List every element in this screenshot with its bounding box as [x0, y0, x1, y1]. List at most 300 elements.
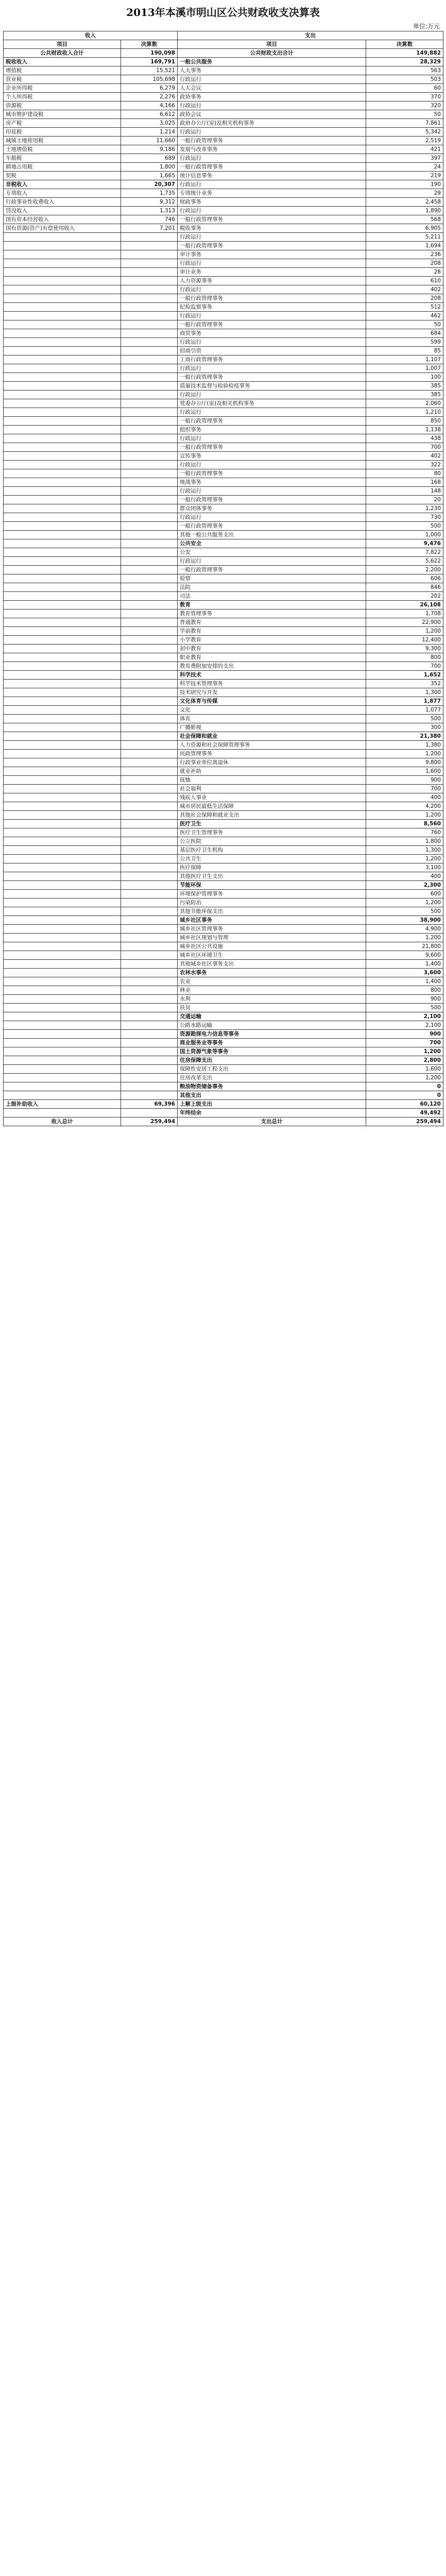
expense-item-value: 8,560: [366, 820, 443, 828]
table-row: [4, 942, 443, 951]
empty-cell: [121, 583, 178, 592]
empty-cell: [4, 259, 121, 268]
empty-cell: [4, 399, 121, 408]
empty-cell: [121, 951, 178, 960]
empty-cell: [121, 417, 178, 426]
total-income-value: 259,494: [121, 1117, 178, 1126]
total-expense-value: 259,494: [366, 1117, 443, 1126]
empty-cell: [4, 513, 121, 522]
empty-cell: [121, 890, 178, 899]
empty-cell: [121, 636, 178, 645]
income-item-value: 11,660: [121, 137, 178, 145]
expense-item-value: 700: [366, 785, 443, 793]
empty-cell: [4, 531, 121, 539]
expense-item-label: 科学技术: [178, 671, 366, 680]
expense-item-label: 行政运行: [178, 513, 366, 522]
expense-item-value: 2,100: [366, 1021, 443, 1030]
expense-item-label: 医疗保障: [178, 863, 366, 872]
empty-cell: [4, 452, 121, 461]
table-row: [4, 785, 443, 793]
table-row: [4, 776, 443, 785]
expense-item-label: 一般行政管理事务: [178, 417, 366, 426]
table-row: [4, 837, 443, 846]
income-item-label: 城市维护建设税: [4, 110, 121, 119]
empty-cell: [121, 811, 178, 820]
table-row: [4, 84, 443, 93]
empty-cell: [4, 811, 121, 820]
expense-item-value: 400: [366, 872, 443, 881]
income-item-value: 689: [121, 154, 178, 163]
expense-item-label: 行政运行: [178, 233, 366, 242]
empty-cell: [4, 863, 121, 872]
empty-cell: [121, 312, 178, 320]
empty-cell: [121, 662, 178, 671]
expense-item-value: 2,060: [366, 399, 443, 408]
expense-item-label: 政协事务: [178, 93, 366, 101]
empty-cell: [121, 776, 178, 785]
expense-item-value: 149,882: [366, 49, 443, 58]
empty-cell: [121, 802, 178, 811]
income-item-value: 1,313: [121, 207, 178, 215]
expense-item-value: 1,077: [366, 706, 443, 715]
empty-cell: [121, 320, 178, 329]
expense-item-label: 扶贫: [178, 1004, 366, 1012]
empty-cell: [121, 925, 178, 934]
income-item-label: 个人所得税: [4, 93, 121, 101]
empty-cell: [4, 592, 121, 601]
table-row: [4, 101, 443, 110]
expense-item-label: 一般行政管理事务: [178, 215, 366, 224]
empty-cell: [4, 557, 121, 566]
expense-item-value: 6,905: [366, 224, 443, 233]
empty-cell: [4, 408, 121, 417]
income-item-label: 国有资源(资产)有偿使用收入: [4, 224, 121, 233]
table-row: [4, 66, 443, 75]
table-row: [4, 1065, 443, 1074]
table-row: [4, 706, 443, 715]
expense-item-value: 760: [366, 828, 443, 837]
empty-cell: [4, 925, 121, 934]
empty-cell: [4, 907, 121, 916]
expense-item-value: 29: [366, 189, 443, 198]
table-row: [4, 382, 443, 391]
empty-cell: [4, 1030, 121, 1039]
empty-cell: [121, 741, 178, 750]
empty-cell: [121, 1021, 178, 1030]
expense-item-label: 水利: [178, 995, 366, 1004]
empty-cell: [4, 1091, 121, 1100]
expense-item-label: 政府办公厅(室)及相关机构事务: [178, 119, 366, 128]
expense-item-value: 900: [366, 776, 443, 785]
empty-cell: [4, 355, 121, 364]
table-row: [4, 469, 443, 478]
expense-item-label: 人力资源和社会保障管理事务: [178, 741, 366, 750]
expense-item-value: 684: [366, 329, 443, 338]
expense-item-value: 12,400: [366, 636, 443, 645]
table-row: [4, 723, 443, 732]
table-row: [4, 250, 443, 259]
empty-cell: [4, 250, 121, 259]
expense-item-label: 一般行政管理事务: [178, 163, 366, 172]
table-row: [4, 583, 443, 592]
empty-cell: [4, 566, 121, 574]
balance-label: 年终结余: [178, 1109, 366, 1117]
expense-item-label: 农业: [178, 977, 366, 986]
expense-item-label: 行政运行: [178, 180, 366, 189]
total-expense-label: 支出总计: [178, 1117, 366, 1126]
empty-cell: [4, 548, 121, 557]
empty-cell: [4, 741, 121, 750]
table-row: [4, 863, 443, 872]
expense-item-value: 2,519: [366, 137, 443, 145]
table-row: [4, 899, 443, 907]
expense-item-value: 438: [366, 434, 443, 443]
table-row: [4, 1039, 443, 1047]
income-group-header: 收入: [4, 31, 178, 40]
expense-amount-header: 决算数: [366, 40, 443, 49]
expense-item-value: 503: [366, 75, 443, 84]
table-row: [4, 645, 443, 653]
table-row: [4, 627, 443, 636]
empty-cell: [121, 872, 178, 881]
expense-item-label: 党委办公厅(室)及相关机构事务: [178, 399, 366, 408]
expense-item-value: 9,300: [366, 645, 443, 653]
expense-item-value: 85: [366, 347, 443, 355]
expense-item-label: 群众团体事务: [178, 504, 366, 513]
table-row: [4, 303, 443, 312]
expense-item-value: 219: [366, 172, 443, 180]
expense-item-label: 纪检监察事务: [178, 303, 366, 312]
table-row: [4, 758, 443, 767]
table-row: [4, 163, 443, 172]
empty-cell: [4, 820, 121, 828]
table-row: [4, 548, 443, 557]
empty-cell: [121, 960, 178, 969]
table-row: [4, 145, 443, 154]
table-row: [4, 653, 443, 662]
empty-cell: [4, 627, 121, 636]
expense-item-label: 粮油物资储备事务: [178, 1082, 366, 1091]
expense-item-value: 5,342: [366, 128, 443, 137]
income-item-value: 3,025: [121, 119, 178, 128]
expense-item-value: 563: [366, 66, 443, 75]
expense-item-value: 385: [366, 382, 443, 391]
expense-item-value: 21,800: [366, 942, 443, 951]
expense-item-label: 一般行政管理事务: [178, 566, 366, 574]
table-row: [4, 198, 443, 207]
empty-cell: [121, 680, 178, 688]
expense-item-value: 9,800: [366, 758, 443, 767]
expense-item-value: 26,108: [366, 601, 443, 609]
expense-item-label: 环境保护管理事务: [178, 890, 366, 899]
empty-cell: [121, 1039, 178, 1047]
expense-item-value: 512: [366, 303, 443, 312]
empty-cell: [121, 391, 178, 399]
empty-cell: [121, 408, 178, 417]
empty-cell: [121, 942, 178, 951]
empty-cell: [4, 443, 121, 452]
table-row: [4, 697, 443, 706]
expense-item-label: 行政运行: [178, 259, 366, 268]
table-row: [4, 224, 443, 233]
empty-cell: [4, 960, 121, 969]
empty-cell: [4, 504, 121, 513]
expense-item-value: 168: [366, 478, 443, 487]
table-row: [4, 671, 443, 680]
empty-cell: [121, 592, 178, 601]
empty-cell: [121, 785, 178, 793]
empty-cell: [4, 1074, 121, 1082]
expense-item-label: 招商引资: [178, 347, 366, 355]
expense-item-value: 1,138: [366, 426, 443, 434]
empty-cell: [121, 837, 178, 846]
income-item-value: 9,186: [121, 145, 178, 154]
expense-item-value: 1,694: [366, 242, 443, 250]
empty-cell: [4, 934, 121, 942]
empty-cell: [4, 636, 121, 645]
empty-cell: [4, 583, 121, 592]
expense-item-value: 402: [366, 452, 443, 461]
expense-item-label: 残疾人事业: [178, 793, 366, 802]
table-row: [4, 1004, 443, 1012]
table-row: [4, 855, 443, 863]
empty-cell: [121, 268, 178, 277]
expense-item-label: 教育费附加安排的支出: [178, 662, 366, 671]
table-row: [4, 154, 443, 163]
empty-cell: [121, 627, 178, 636]
expense-item-label: 公安: [178, 548, 366, 557]
expense-item-label: 行政运行: [178, 75, 366, 84]
empty-cell: [121, 1030, 178, 1039]
table-row: [4, 58, 443, 66]
expense-item-value: 2,200: [366, 566, 443, 574]
transfer-out-value: 60,120: [366, 1100, 443, 1109]
expense-item-value: 370: [366, 93, 443, 101]
income-item-value: 1,214: [121, 128, 178, 137]
table-row: [4, 1100, 443, 1109]
empty-cell: [4, 653, 121, 662]
table-row: [4, 688, 443, 697]
empty-cell: [121, 566, 178, 574]
expense-item-label: 公立医院: [178, 837, 366, 846]
income-item-value: 1,735: [121, 189, 178, 198]
empty-cell: [4, 417, 121, 426]
empty-cell: [4, 750, 121, 758]
empty-cell: [121, 916, 178, 925]
expense-item-value: 1,708: [366, 609, 443, 618]
expense-item-label: 城市居民最低生活保障: [178, 802, 366, 811]
expense-group-header: 支出: [178, 31, 443, 40]
income-item-value: 15,521: [121, 66, 178, 75]
empty-cell: [4, 373, 121, 382]
empty-cell: [4, 338, 121, 347]
empty-cell: [121, 1047, 178, 1056]
expense-item-value: 610: [366, 277, 443, 285]
income-item-value: 6,279: [121, 84, 178, 93]
table-row: [4, 93, 443, 101]
expense-item-label: 体育: [178, 715, 366, 723]
empty-cell: [4, 312, 121, 320]
empty-cell: [4, 426, 121, 434]
income-item-label: 城镇土地使用税: [4, 137, 121, 145]
empty-cell: [4, 802, 121, 811]
expense-item-value: 568: [366, 215, 443, 224]
empty-cell: [121, 504, 178, 513]
expense-item-value: 1,400: [366, 977, 443, 986]
expense-item-value: 421: [366, 145, 443, 154]
expense-item-value: 1,000: [366, 531, 443, 539]
expense-item-value: 5,622: [366, 557, 443, 566]
empty-cell: [121, 469, 178, 478]
expense-item-label: 文化体育与传媒: [178, 697, 366, 706]
table-row: [4, 434, 443, 443]
expense-item-value: 599: [366, 338, 443, 347]
expense-item-label: 抚恤: [178, 776, 366, 785]
empty-cell: [4, 986, 121, 995]
expense-item-label: 技术研究与开发: [178, 688, 366, 697]
empty-cell: [121, 697, 178, 706]
empty-cell: [121, 434, 178, 443]
table-row: [4, 872, 443, 881]
empty-cell: [121, 513, 178, 522]
empty-cell: [121, 443, 178, 452]
table-row: [4, 1047, 443, 1056]
expense-item-label: 一般行政管理事务: [178, 320, 366, 329]
income-item-value: 105,698: [121, 75, 178, 84]
table-row: [4, 478, 443, 487]
table-row: [4, 767, 443, 776]
empty-cell: [4, 303, 121, 312]
expense-item-label: 社会福利: [178, 785, 366, 793]
empty-cell: [4, 916, 121, 925]
table-row: [4, 119, 443, 128]
income-item-label: 车船税: [4, 154, 121, 163]
expense-item-value: 148: [366, 487, 443, 496]
empty-cell: [4, 522, 121, 531]
empty-cell: [121, 609, 178, 618]
empty-cell: [4, 242, 121, 250]
table-row: [4, 347, 443, 355]
expense-item-value: 0: [366, 1091, 443, 1100]
income-item-label: 企业所得税: [4, 84, 121, 93]
expense-item-label: 其他支出: [178, 1091, 366, 1100]
expense-item-label: 检察: [178, 574, 366, 583]
expense-item-value: 4,200: [366, 802, 443, 811]
empty-cell: [4, 715, 121, 723]
empty-cell: [121, 426, 178, 434]
empty-cell: [121, 399, 178, 408]
expense-item-value: 22,900: [366, 618, 443, 627]
empty-cell: [4, 1056, 121, 1065]
report-title: 2013年本溪市明山区公共财政收支决算表: [126, 6, 320, 19]
empty-cell: [4, 793, 121, 802]
table-row: [4, 426, 443, 434]
table-row: [4, 680, 443, 688]
expense-item-label: 公共卫生: [178, 855, 366, 863]
table-row: [4, 329, 443, 338]
empty-cell: [121, 531, 178, 539]
empty-cell: [4, 285, 121, 294]
empty-cell: [4, 1047, 121, 1056]
table-row: [4, 522, 443, 531]
expense-item-label: 政协会议: [178, 110, 366, 119]
income-item-label: 印花税: [4, 128, 121, 137]
table-row: [4, 391, 443, 399]
income-item-value: 1,665: [121, 172, 178, 180]
expense-item-label: 一般行政管理事务: [178, 242, 366, 250]
table-row: [4, 172, 443, 180]
expense-item-value: 1,600: [366, 1065, 443, 1074]
empty-cell: [4, 574, 121, 583]
total-income-label: 收入总计: [4, 1117, 121, 1126]
table-row: [4, 110, 443, 119]
expense-item-label: 医疗卫生: [178, 820, 366, 828]
empty-cell: [4, 680, 121, 688]
income-item-label: 资源税: [4, 101, 121, 110]
expense-item-value: 1,200: [366, 1074, 443, 1082]
income-item-label: 非税收入: [4, 180, 121, 189]
table-row: [4, 732, 443, 741]
empty-cell: [121, 863, 178, 872]
expense-item-value: 462: [366, 312, 443, 320]
expense-item-value: 208: [366, 294, 443, 303]
empty-cell: [121, 688, 178, 697]
empty-cell: [121, 259, 178, 268]
table-row: [4, 408, 443, 417]
expense-item-label: 税收事务: [178, 224, 366, 233]
expense-item-label: 行政运行: [178, 338, 366, 347]
empty-cell: [121, 969, 178, 977]
empty-cell: [4, 977, 121, 986]
expense-item-label: 一般行政管理事务: [178, 469, 366, 478]
expense-item-value: 400: [366, 793, 443, 802]
empty-cell: [4, 496, 121, 504]
expense-item-value: 500: [366, 907, 443, 916]
table-row: [4, 180, 443, 189]
empty-cell: [121, 618, 178, 627]
empty-cell: [4, 723, 121, 732]
expense-item-label: 公共安全: [178, 539, 366, 548]
empty-cell: [121, 995, 178, 1004]
table-row: [4, 443, 443, 452]
expense-item-value: 352: [366, 680, 443, 688]
table-row: [4, 504, 443, 513]
expense-item-label: 行政运行: [178, 557, 366, 566]
expense-item-label: 科学技术管理事务: [178, 680, 366, 688]
table-row: [4, 995, 443, 1004]
table-row: [4, 828, 443, 837]
table-row: [4, 925, 443, 934]
income-item-value: 7,201: [121, 224, 178, 233]
empty-cell: [121, 1074, 178, 1082]
empty-cell: [121, 653, 178, 662]
table-row: [4, 662, 443, 671]
income-item-label: 契税: [4, 172, 121, 180]
expense-item-value: 1,877: [366, 697, 443, 706]
table-row: [4, 881, 443, 890]
empty-cell: [121, 706, 178, 715]
table-row: [4, 259, 443, 268]
expense-item-label: 工商行政管理事务: [178, 355, 366, 364]
table-row: [4, 1021, 443, 1030]
empty-cell: [121, 478, 178, 487]
empty-cell: [121, 347, 178, 355]
expense-item-label: 其他医疗卫生支出: [178, 872, 366, 881]
expense-item-value: 21,380: [366, 732, 443, 741]
empty-cell: [121, 820, 178, 828]
table-row: [4, 934, 443, 942]
expense-item-label: 节能环保: [178, 881, 366, 890]
